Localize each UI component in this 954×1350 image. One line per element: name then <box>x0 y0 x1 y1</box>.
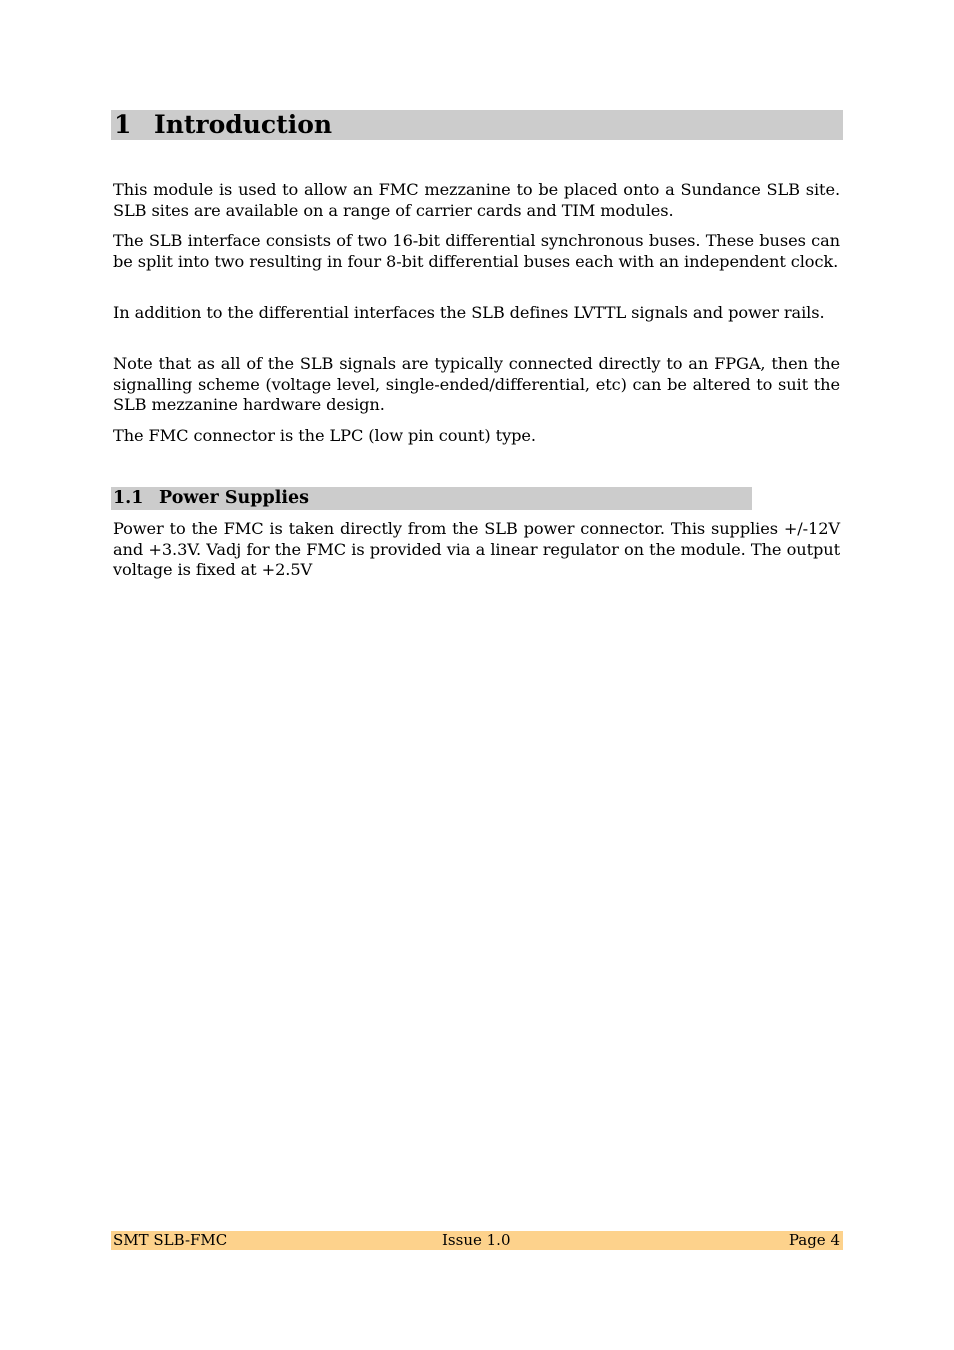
paragraph: Note that as all of the SLB signals are typically connected directly to an FPGA, then the signalling scheme (voltage level, single-ended/differential, etc) can be altered to suit the SLB mezzanine hardware design. <box>113 354 840 414</box>
subsection-number: 1.1 <box>113 488 144 508</box>
paragraph: The SLB interface consists of two 16-bit differential synchronous buses. These buses can be split into two resulting in four 8-bit differential buses each with an independent clock. <box>113 231 840 271</box>
section-heading <box>111 110 843 140</box>
footer-document-name: SMT SLB-FMC <box>113 1231 228 1249</box>
paragraph: In addition to the differential interfaces the SLB defines LVTTL signals and power rails. <box>113 303 825 322</box>
section-title: Introduction <box>154 110 333 139</box>
paragraph: This module is used to allow an FMC mezzanine to be placed onto a Sundance SLB site. SLB sites are available on a range of carrier cards and TIM modules. <box>113 180 840 220</box>
page-footer <box>111 1231 843 1250</box>
paragraph: Power to the FMC is taken directly from the SLB power connector. This supplies +/-12V and +3.3V. Vadj for the FMC is provided via a linear regulator on the module. The output voltage is fixed at +2.5V <box>113 519 840 579</box>
footer-issue: Issue 1.0 <box>442 1231 511 1249</box>
subsection-title: Power Supplies <box>159 488 309 508</box>
footer-page-number: Page 4 <box>788 1231 840 1249</box>
section-number: 1 <box>114 110 132 139</box>
paragraph: The FMC connector is the LPC (low pin count) type. <box>113 426 536 445</box>
subsection-heading <box>111 487 752 510</box>
